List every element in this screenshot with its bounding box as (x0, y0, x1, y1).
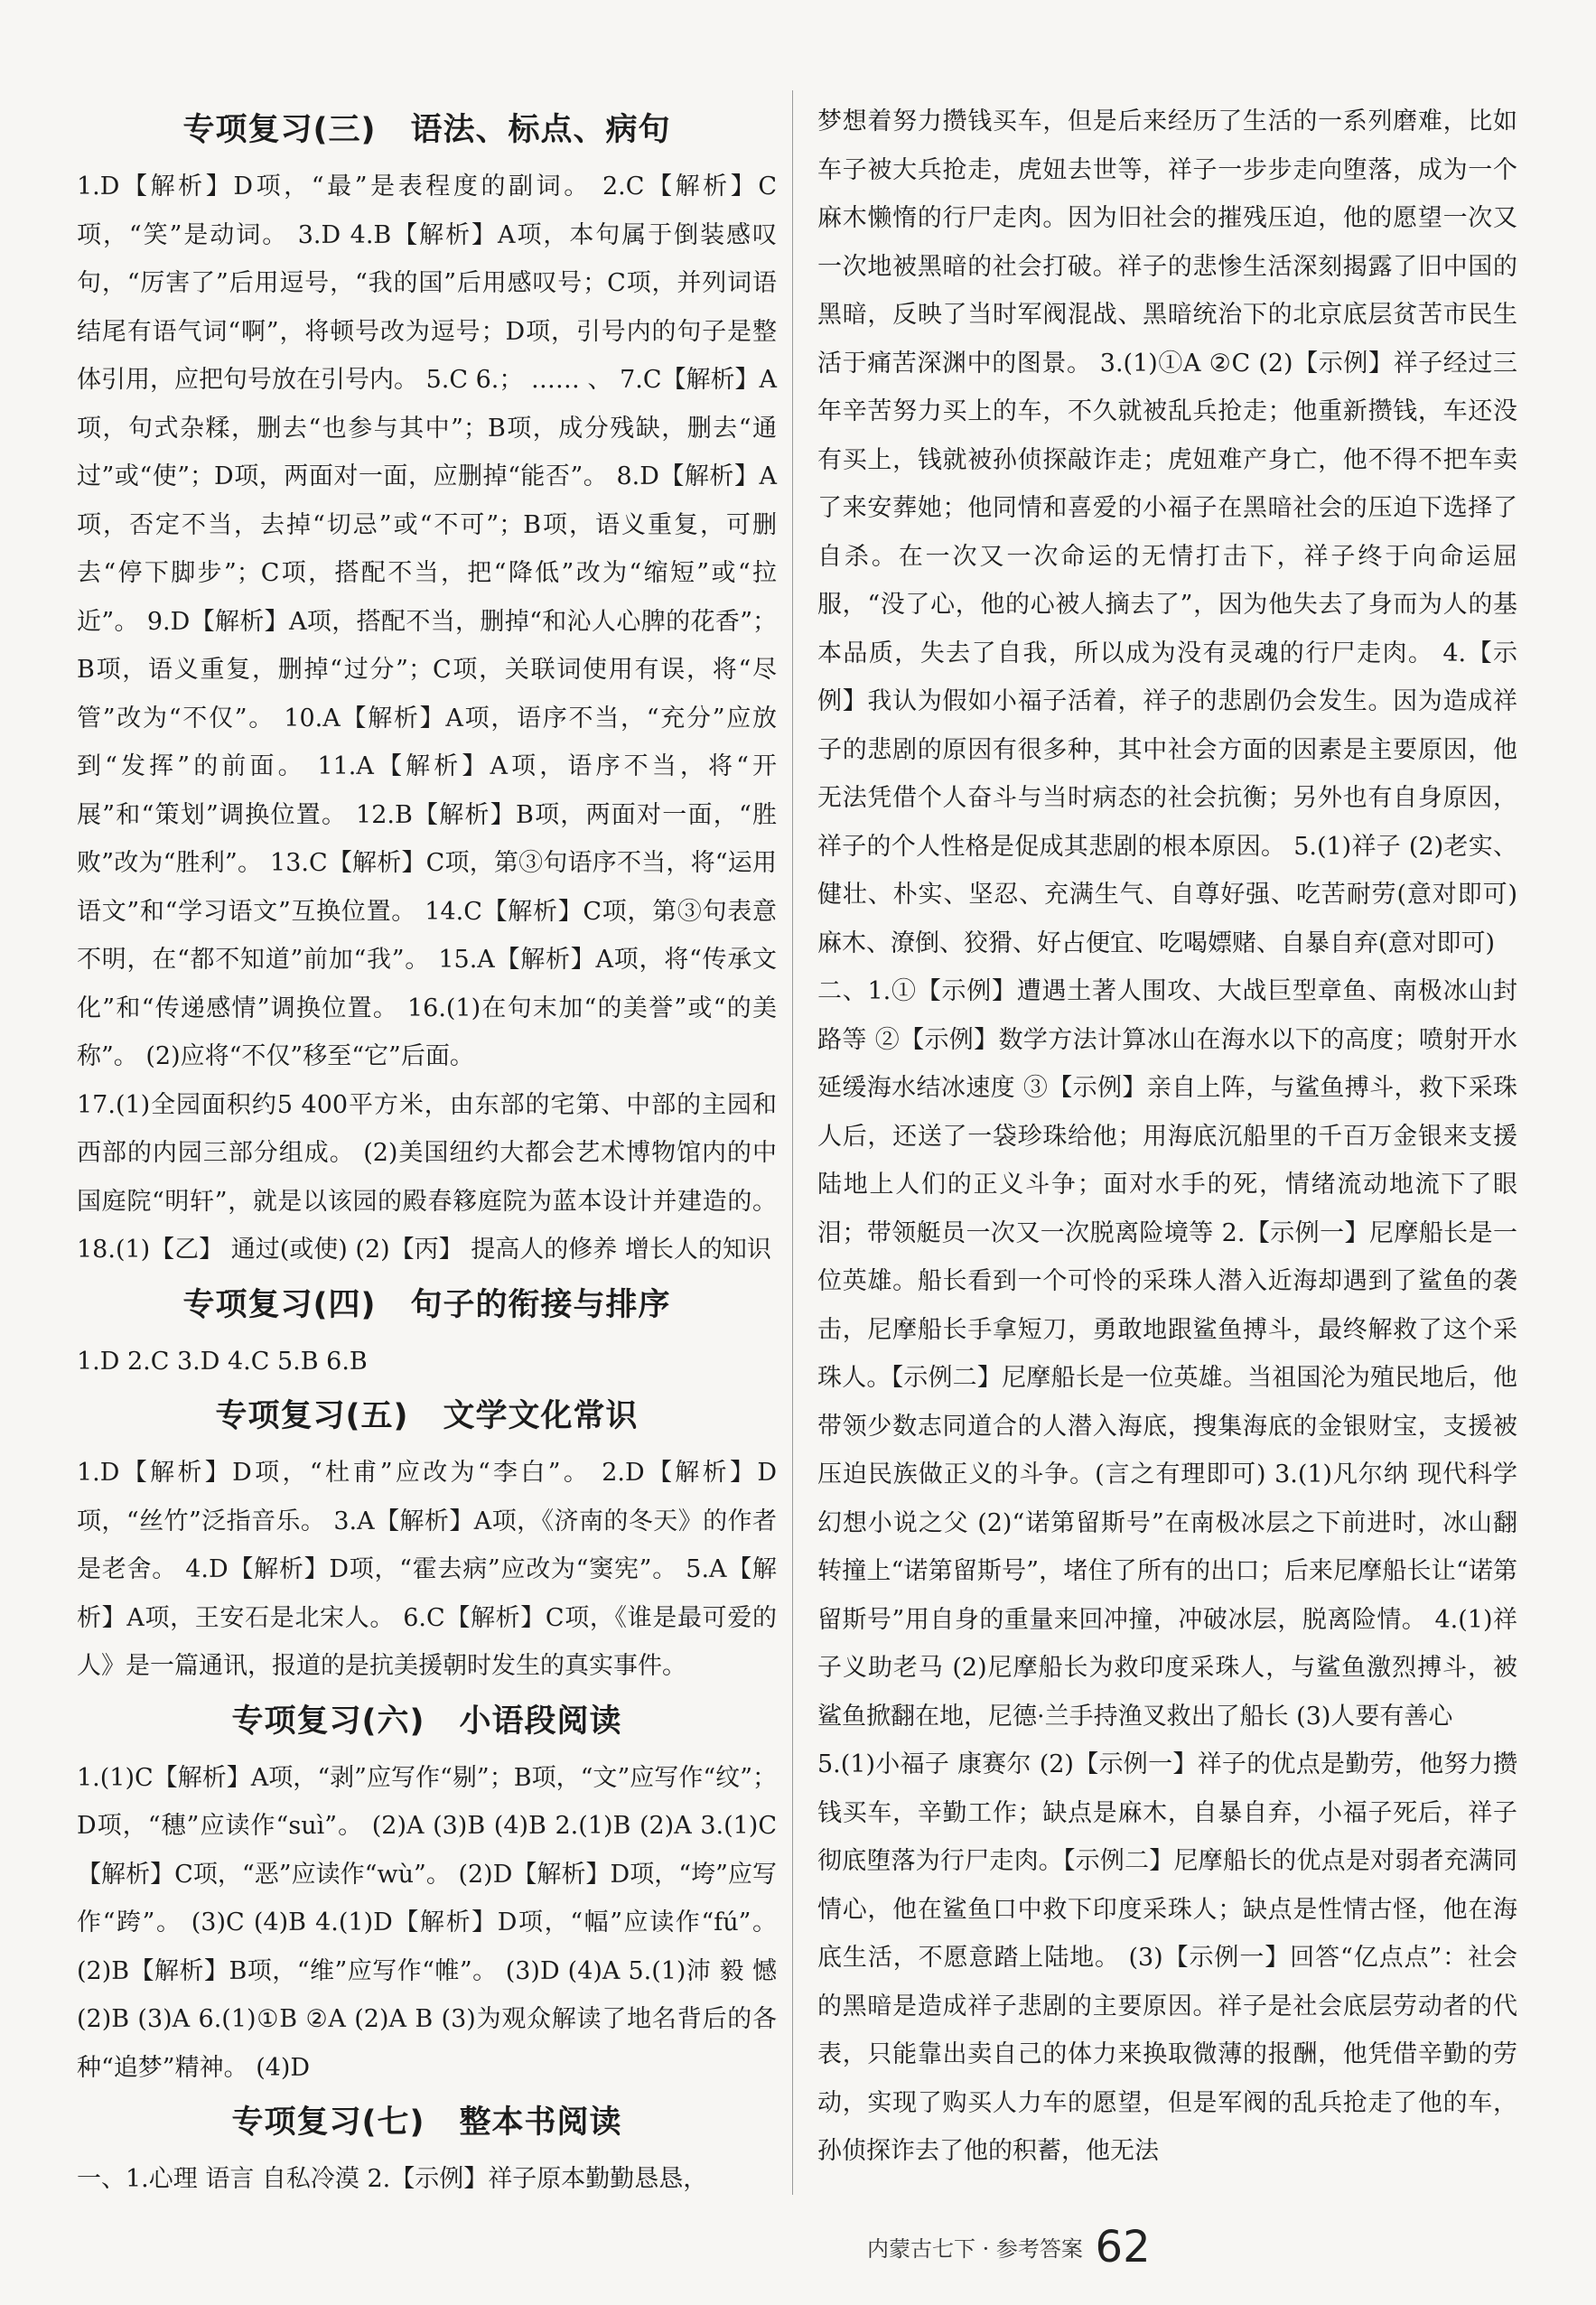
section-number: 专项复习(三) (182, 112, 377, 148)
section-title (77, 103, 777, 157)
section-topic: 句子的衔接与排序 (410, 1286, 671, 1323)
page-footer (813, 2222, 1517, 2272)
right-column (817, 98, 1517, 2176)
section-number: 专项复习(五) (215, 1398, 409, 1434)
left-column (77, 99, 777, 2204)
section-number: 专项复习(四) (182, 1286, 377, 1323)
answer-paragraph: 5.(1)小福子 康赛尔 (2)【示例一】祥子的优点是勤劳，他努力攒钱买车，辛勤工作；缺点是麻木，自暴自弃，小福子死后，祥子彻底堕落为行尸走肉。【示例二】尼摩船长的优点是对弱者充满同情心，他在鲨鱼口中救下印度采珠人；缺点是性情古怪，他在海底生活，不愿意踏上陆地。 (3)【示例一】回答“亿点点”：社会的黑暗是造成祥子悲剧的主要原因。祥子是社会底层劳动者的代表，只能靠出卖自己的体力来换取微薄的报酬，他凭借辛勤的劳动，实现了购买人力车的愿望，但是军阀的乱兵抢走了他的车，孙侦探诈去了他的积蓄，他无法 (817, 1750, 1517, 2165)
section-title (77, 1389, 777, 1443)
section-topic: 整本书阅读 (459, 2104, 622, 2141)
answer-paragraph: 1.D【解析】D项，“杜甫”应改为“李白”。 2.D【解析】D项，“丝竹”泛指音乐。 3.A【解析】A项，《济南的冬天》的作者是老舍。 4.D【解析】D项，“霍去病”应改为“窦宪”。 5.A【解析】A项，王安石是北宋人。 6.C【解析】C项，《谁是最可爱的人》是一篇通讯，报道的是抗美援朝时发生的真实事件。 (77, 1459, 777, 1680)
section-topic: 小语段阅读 (459, 1703, 622, 1740)
answer-paragraph: 梦想着努力攒钱买车，但是后来经历了生活的一系列磨难，比如车子被大兵抢走，虎妞去世等，祥子一步步走向堕落，成为一个麻木懒惰的行尸走肉。因为旧社会的摧残压迫，他的愿望一次又一次地被黑暗的社会打破。祥子的悲惨生活深刻揭露了旧中国的黑暗，反映了当时军阀混战、黑暗统治下的北京底层贫苦市民生活于痛苦深渊中的图景。 3.(1)①A ②C (2)【示例】祥子经过三年辛苦努力买上的车，不久就被乱兵抢走；他重新攒钱，车还没有买上，钱就被孙侦探敲诈走；虎妞难产身亡，他不得不把车卖了来安葬她；他同情和喜爱的小福子在黑暗社会的压迫下选择了自杀。在一次又一次命运的无情打击下，祥子终于向命运屈服，“没了心，他的心被人摘去了”，因为他失去了身而为人的基本品质，失去了自我，所以成为没有灵魂的行尸走肉。 4.【示例】我认为假如小福子活着，祥子的悲剧仍会发生。因为造成祥子的悲剧的原因有很多种，其中社会方面的因素是主要原因，他无法凭借个人奋斗与当时病态的社会抗衡；另外也有自身原因，祥子的个人性格是促成其悲剧的根本原因。 5.(1)祥子 (2)老实、健壮、朴实、坚忍、充满生气、自尊好强、吃苦耐劳(意对即可) 麻木、潦倒、狡猾、好占便宜、吃喝嫖赌、自暴自弃(意对即可) (817, 107, 1517, 957)
page-number: 62 (1095, 2222, 1151, 2272)
section-topic: 文学文化常识 (443, 1398, 639, 1434)
footer-label: 内蒙古七下 · 参考答案 (867, 2236, 1083, 2262)
answer-paragraph: 1.D【解析】D项，“最”是表程度的副词。 2.C【解析】C项，“笑”是动词。 3.D 4.B【解析】A项，本句属于倒装感叹句，“厉害了”后用逗号，“我的国”后用感叹号；C项，并列词语结尾有语气词“啊”，将顿号改为逗号；D项，引号内的句子是整体引用，应把句号放在引号内。 5.C 6.； …… 、 7.C【解析】A项，句式杂糅，删去“也参与其中”；B项，成分残缺，删去“通过”或“使”；D项，两面对一面，应删掉“能否”。 8.D【解析】A项，否定不当，去掉“切忌”或“不可”；B项，语义重复，可删去“停下脚步”；C项，搭配不当，把“降低”改为“缩短”或“拉近”。 9.D【解析】A项，搭配不当，删掉“和沁人心脾的花香”；B项，语义重复，删掉“过分”；C项，关联词使用有误，将“尽管”改为“不仅”。 10.A【解析】A项，语序不当，“充分”应放到“发挥”的前面。 11.A【解析】A项，语序不当，将“开展”和“策划”调换位置。 12.B【解析】B项，两面对一面，“胜败”改为“胜利”。 13.C【解析】C项，第③句语序不当，将“运用语文”和“学习语文”互换位置。 14.C【解析】C项，第③句表意不明，在“都不知道”前加“我”。 15.A【解析】A项，将“传承文化”和“传递感情”调换位置。 16.(1)在句末加“的美誉”或“的美称”。 (2)应将“不仅”移至“它”后面。 (77, 173, 778, 1070)
answer-paragraph: 一、1.心理 语言 自私冷漠 2.【示例】祥子原本勤勤恳恳， (77, 2165, 708, 2193)
answer-paragraph: 二、1.①【示例】遭遇土著人围攻、大战巨型章鱼、南极冰山封路等 ②【示例】数学方法计算冰山在海水以下的高度；喷射开水延缓海水结冰速度 ③【示例】亲自上阵，与鲨鱼搏斗，救下采珠人后，还送了一袋珍珠给他；用海底沉船里的千百万金银来支援陆地上人们的正义斗争；面对水手的死，情绪流动地流下了眼泪；带领艇员一次又一次脱离险境等 2.【示例一】尼摩船长是一位英雄。船长看到一个可怜的采珠人潜入近海却遇到了鲨鱼的袭击，尼摩船长手拿短刀，勇敢地跟鲨鱼搏斗，最终解救了这个采珠人。【示例二】尼摩船长是一位英雄。当祖国沦为殖民地后，他带领少数志同道合的人潜入海底，搜集海底的金银财宝，支援被压迫民族做正义的斗争。(言之有理即可) 3.(1)凡尔纳 现代科学幻想小说之父 (2)“诺第留斯号”在南极冰层之下前进时，冰山翻转撞上“诺第留斯号”，堵住了所有的出口；后来尼摩船长让“诺第留斯号”用自身的重量来回冲撞，冲破冰层，脱离险情。 4.(1)祥子义助老马 (2)尼摩船长为救印度采珠人，与鲨鱼激烈搏斗，被鲨鱼掀翻在地，尼德·兰手持渔叉救出了船长 (3)人要有善心 (817, 977, 1517, 1731)
answer-paragraph: 17.(1)全园面积约5 400平方米，由东部的宅第、中部的主园和西部的内园三部分组成。 (2)美国纽约大都会艺术博物馆内的中国庭院“明轩”，就是以该园的殿春簃庭院为蓝本设计并建造的。 18.(1)【乙】 通过(或使) (2)【丙】 提高人的修养 增长人的知识 (77, 1090, 777, 1264)
section-topic: 语法、标点、病句 (410, 112, 671, 148)
section-number: 专项复习(七) (231, 2104, 425, 2141)
column-divider (792, 90, 793, 2195)
answer-paragraph: 1.D 2.C 3.D 4.C 5.B 6.B (77, 1347, 368, 1376)
section-title (77, 1694, 777, 1749)
section-title (77, 1278, 777, 1332)
section-title (77, 2095, 777, 2150)
answer-paragraph: 1.(1)C【解析】A项，“剥”应写作“剔”；B项，“文”应写作“纹”；D项，“穗”应读作“suì”。 (2)A (3)B (4)B 2.(1)B (2)A 3.(1)C【解析】C项，“恶”应读作“wù”。 (2)D【解析】D项，“垮”应写作“跨”。 (3)C (4)B 4.(1)D【解析】D项，“幅”应读作“fú”。 (2)B【解析】B项，“维”应写作“帷”。 (3)D (4)A 5.(1)沛 毅 憾 (2)B (3)A 6.(1)①B ②A (2)A B (3)为观众解读了地名背后的各种“追梦”精神。 (4)D (77, 1763, 777, 2082)
section-number: 专项复习(六) (231, 1703, 425, 1740)
